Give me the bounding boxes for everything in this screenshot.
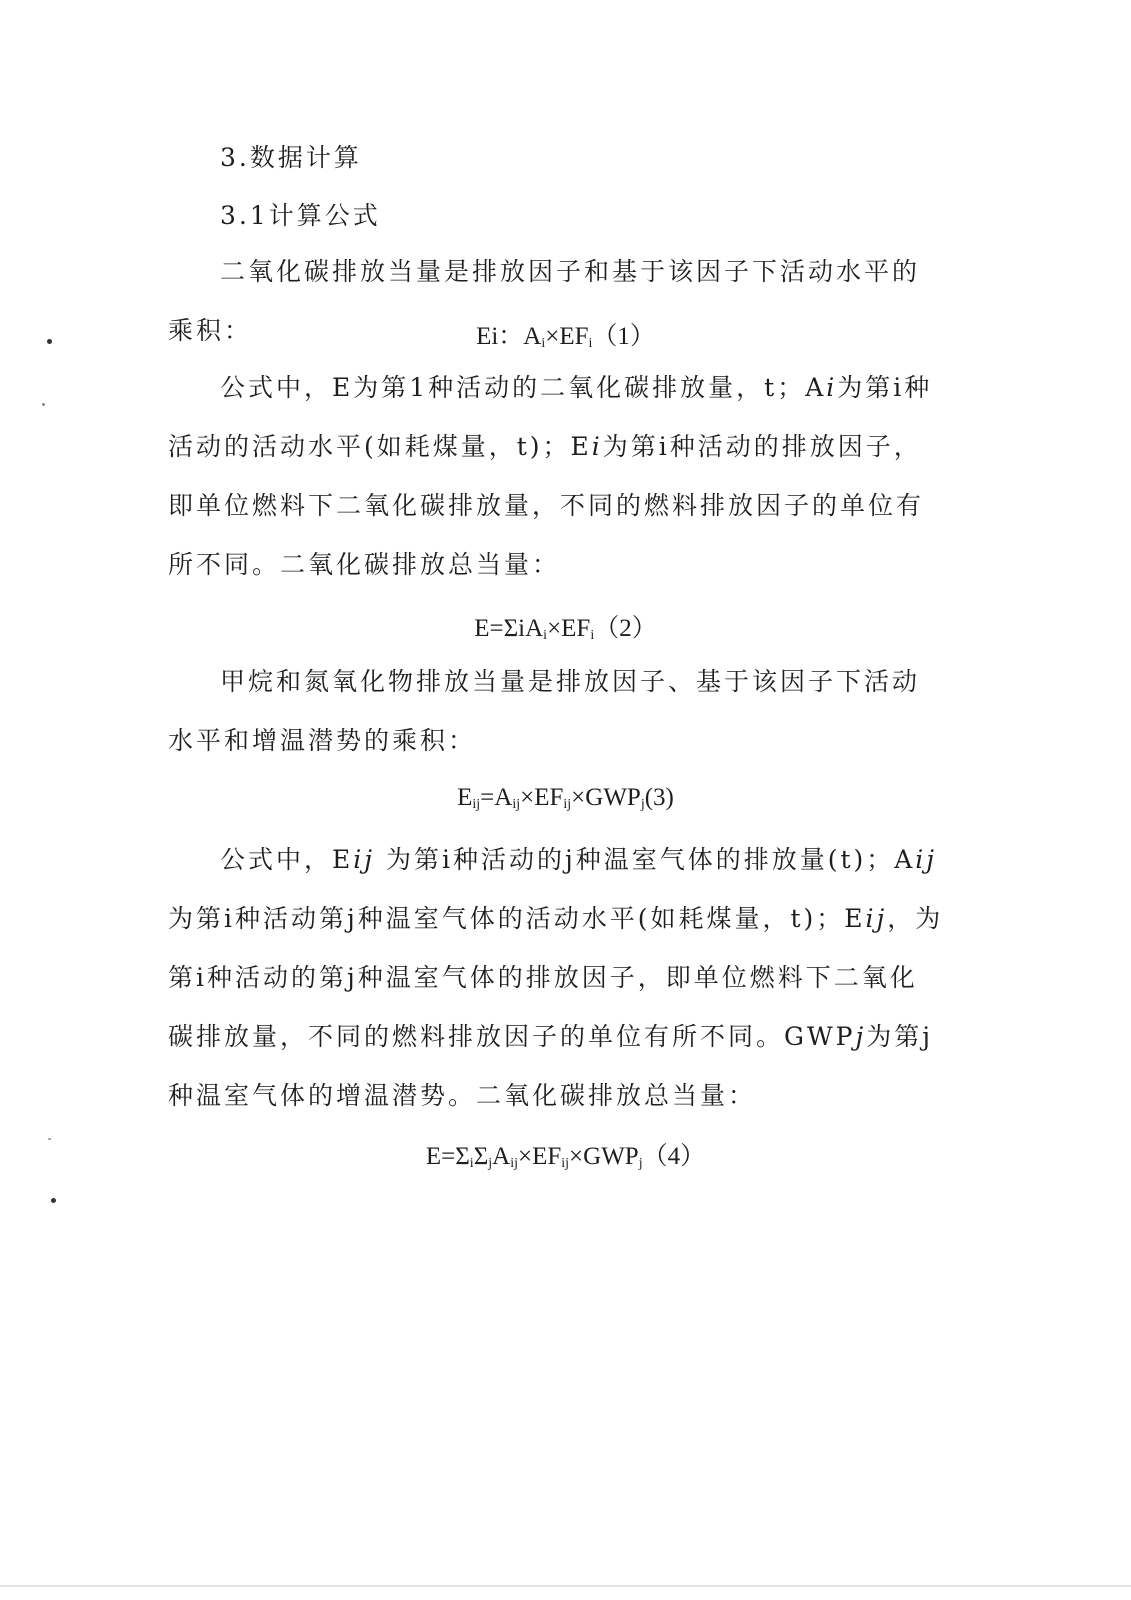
formula-1-ef-sub: i bbox=[588, 336, 593, 351]
formula-4 bbox=[0, 1136, 1131, 1172]
formula-3-eq-a: =A bbox=[480, 784, 513, 811]
subsection-heading: 3.1计算公式 bbox=[220, 201, 381, 230]
formula-4-gwp-sub: j bbox=[638, 1156, 643, 1171]
formula-3-times-ef: ×EF bbox=[520, 784, 564, 811]
formula-2-number: （2） bbox=[594, 615, 657, 642]
formula-4-sigma2-sub: j bbox=[488, 1156, 493, 1171]
formula-2-a-sub: i bbox=[543, 628, 548, 643]
scan-edge-line bbox=[0, 1585, 1131, 1587]
formula-3-a-sub: ij bbox=[512, 797, 521, 812]
scan-speck bbox=[42, 403, 45, 406]
formula-2-ef-sub: i bbox=[590, 628, 595, 643]
formula-3-e-sub: ij bbox=[472, 797, 481, 812]
formula-3-times-gwp: ×GWP bbox=[571, 784, 641, 811]
scan-speck bbox=[51, 1198, 56, 1203]
section-heading: 3.数据计算 bbox=[220, 143, 362, 172]
formula-4-a-sub: ij bbox=[510, 1156, 518, 1171]
formula-3-ef-sub: ij bbox=[563, 797, 572, 812]
formula-1-lhs: Ei： bbox=[476, 323, 524, 350]
paragraph-co2-definition: 二氧化碳排放当量是排放因子和基于该因子下活动水平的乘积： bbox=[168, 257, 921, 345]
paragraph-ch4-n2o-definition: 甲烷和氮氧化物排放当量是排放因子、基于该因子下活动水平和增温潜势的乘积： bbox=[168, 667, 921, 755]
formula-4-lhs: E=Σ bbox=[425, 1143, 470, 1170]
formula-4-ef-sub: ij bbox=[561, 1156, 570, 1171]
formula-4-number: （4） bbox=[642, 1143, 706, 1170]
formula-2-times: ×EF bbox=[547, 615, 591, 642]
formula-2-lhs: E=ΣiA bbox=[474, 615, 544, 642]
formula-4-sigma1-sub: i bbox=[469, 1156, 474, 1171]
formula-3 bbox=[0, 784, 1131, 813]
formula-2 bbox=[0, 608, 1131, 644]
formula-4-times-gwp: ×GWP bbox=[569, 1143, 639, 1170]
formula-4-sigma2: Σ bbox=[473, 1143, 489, 1170]
scan-speck bbox=[47, 339, 52, 344]
paragraph-formula-1-explanation: 公式中，E为第1种活动的二氧化碳排放量，t；A𝑖为第i种活动的活动水平(如耗煤量，t)；E𝑖为第i种活动的排放因子，即单位燃料下二氧化碳排放量，不同的燃料排放因子的单位有所不同。二氧化碳排放总当量： bbox=[168, 373, 933, 579]
formula-1-a: A bbox=[523, 323, 542, 350]
formula-4-a: A bbox=[492, 1143, 511, 1170]
formula-1-a-sub: i bbox=[541, 336, 546, 351]
formula-1 bbox=[0, 316, 1131, 352]
formula-3-gwp-sub: j bbox=[640, 797, 645, 812]
formula-1-times: ×EF bbox=[545, 323, 589, 350]
scan-speck bbox=[48, 1138, 51, 1140]
paragraph-formula-3-explanation: 公式中，E𝑖𝑗 为第i种活动的j种温室气体的排放量(t)；A𝑖𝑗为第i种活动第j种温室气体的活动水平(如耗煤量，t)；E𝑖𝑗，为第i种活动的第j种温室气体的排放因子，即单位燃料下二氧化碳排放量，不同的燃料排放因子的单位有所不同。GWP𝑗为第j种温室气体的增温潜势。二氧化碳排放总当量： bbox=[168, 845, 944, 1110]
formula-3-e: E bbox=[457, 784, 473, 811]
formula-1-number: （1） bbox=[592, 323, 655, 350]
formula-3-number: (3) bbox=[644, 784, 674, 811]
formula-4-times-ef: ×EF bbox=[517, 1143, 562, 1170]
